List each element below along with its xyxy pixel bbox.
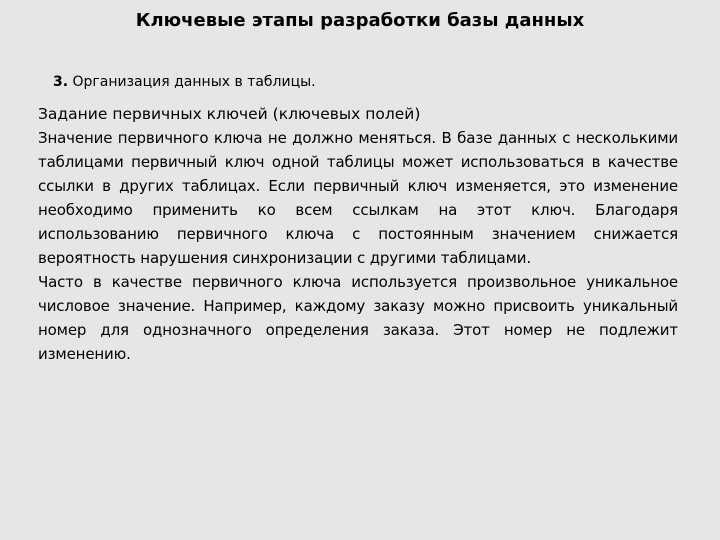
paragraph-primary-key-stability: Значение первичного ключа не должно меняться. В базе данных с несколькими таблицами первичный ключ одной таблицы может использоваться в качестве ссылки в других таблицах. Если первичный ключ изменяется, это изменение необходимо применить ко всем ссылкам на этот ключ. Благодаря использованию первичного ключа с постоянным значением снижается вероятность нарушения синхронизации с другими таблицами.: [38, 129, 678, 267]
paragraph-arbitrary-key: Часто в качестве первичного ключа используется произвольное уникальное числовое значение. Например, каждому заказу можно присвоить уникальный номер для однозначного определения заказа. Этот номер не подлежит изменению.: [38, 273, 678, 363]
slide-title: Ключевые этапы разработки базы данных: [135, 10, 585, 31]
section-subtitle: [53, 73, 316, 91]
section-title: Организация данных в таблицы.: [72, 74, 316, 90]
content-heading: Задание первичных ключей (ключевых полей): [38, 105, 421, 123]
section-number: 3.: [53, 74, 69, 90]
slide-body: [38, 102, 678, 366]
